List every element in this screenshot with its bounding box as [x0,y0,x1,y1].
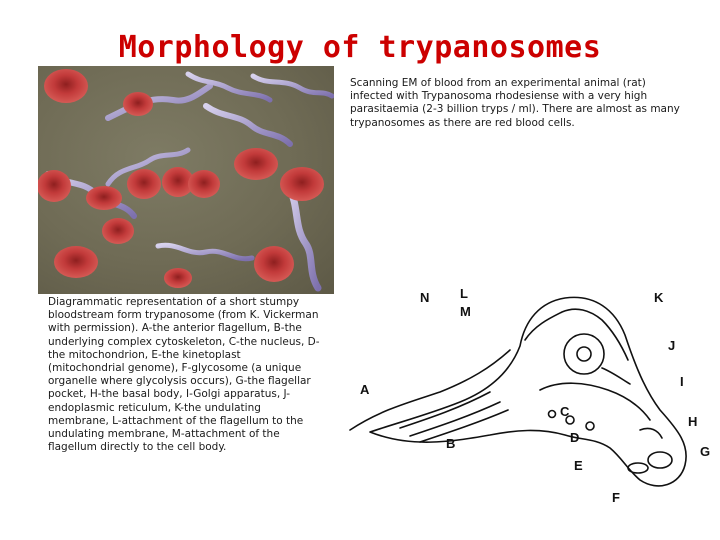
label-n: N [420,290,430,305]
glycosome [549,411,556,418]
trypanosome [206,106,290,144]
label-j: J [668,338,676,353]
diagram-caption: Diagrammatic representation of a short stumpy bloodstream form trypanosome (from K. Vickerman with permission). A-the anterior flagellum, B-the underlying complex cytoskeleton, C-the nucleus, D-the mitochondrion, E-the kinetoplast (mitochondrial genome), F-glycosome (a unique organelle where glycolysis occurs), G-the flagellar pocket, H-the basal body, I-Golgi apparatus, J-endoplasmic reticulum, K-the undulating membrane, L-attachment of the flagellum to the undulating membrane, M-attachment of the flagellum directly to the cell body. [48,296,320,454]
trypanosome [288,186,318,288]
cytoskeleton-line [420,410,508,442]
red-blood-cell [254,246,294,282]
slide-title: Morphology of trypanosomes [118,30,602,65]
label-f: F [612,490,620,505]
trypanosome-diagram-drawing [340,280,720,520]
trypanosome-diagram [340,280,720,520]
kinetoplast [628,463,648,473]
red-blood-cell [102,218,134,244]
mitochondrion [540,383,650,420]
red-blood-cell [123,92,153,116]
sem-micrograph [38,66,334,294]
nucleus [564,334,604,374]
label-l: L [460,286,468,301]
label-c: C [560,404,570,419]
label-g: G [700,444,711,459]
trypanosome [158,245,252,258]
label-a: A [360,382,370,397]
flagellar-pocket [648,452,672,468]
red-blood-cell [86,186,122,210]
label-i: I [680,374,684,389]
cell-body-outline [370,297,686,486]
label-e: E [574,458,583,473]
red-blood-cell [164,268,192,288]
sem-caption: Scanning EM of blood from an experimental animal (rat) infected with Trypanosoma rhodesiense with a very high parasitaemia (2-3 billion tryps / ml). There are almost as many trypanosomes as there are red blood cells. [350,77,680,129]
label-b: B [446,436,456,451]
red-blood-cell [38,170,71,202]
red-blood-cell [234,148,278,180]
endoplasmic-reticulum [602,368,630,384]
label-m: M [460,304,471,319]
red-blood-cell [127,169,161,199]
label-k: K [654,290,664,305]
glycosome [586,422,594,430]
golgi-apparatus [640,428,662,438]
red-blood-cell [44,69,88,103]
sem-micrograph-drawing [38,66,334,294]
trypanosome [253,76,332,96]
nucleolus [577,347,591,361]
red-blood-cell [188,170,220,198]
label-d: D [570,430,580,445]
red-blood-cell [280,167,324,201]
label-h: H [688,414,698,429]
red-blood-cell [54,246,98,278]
